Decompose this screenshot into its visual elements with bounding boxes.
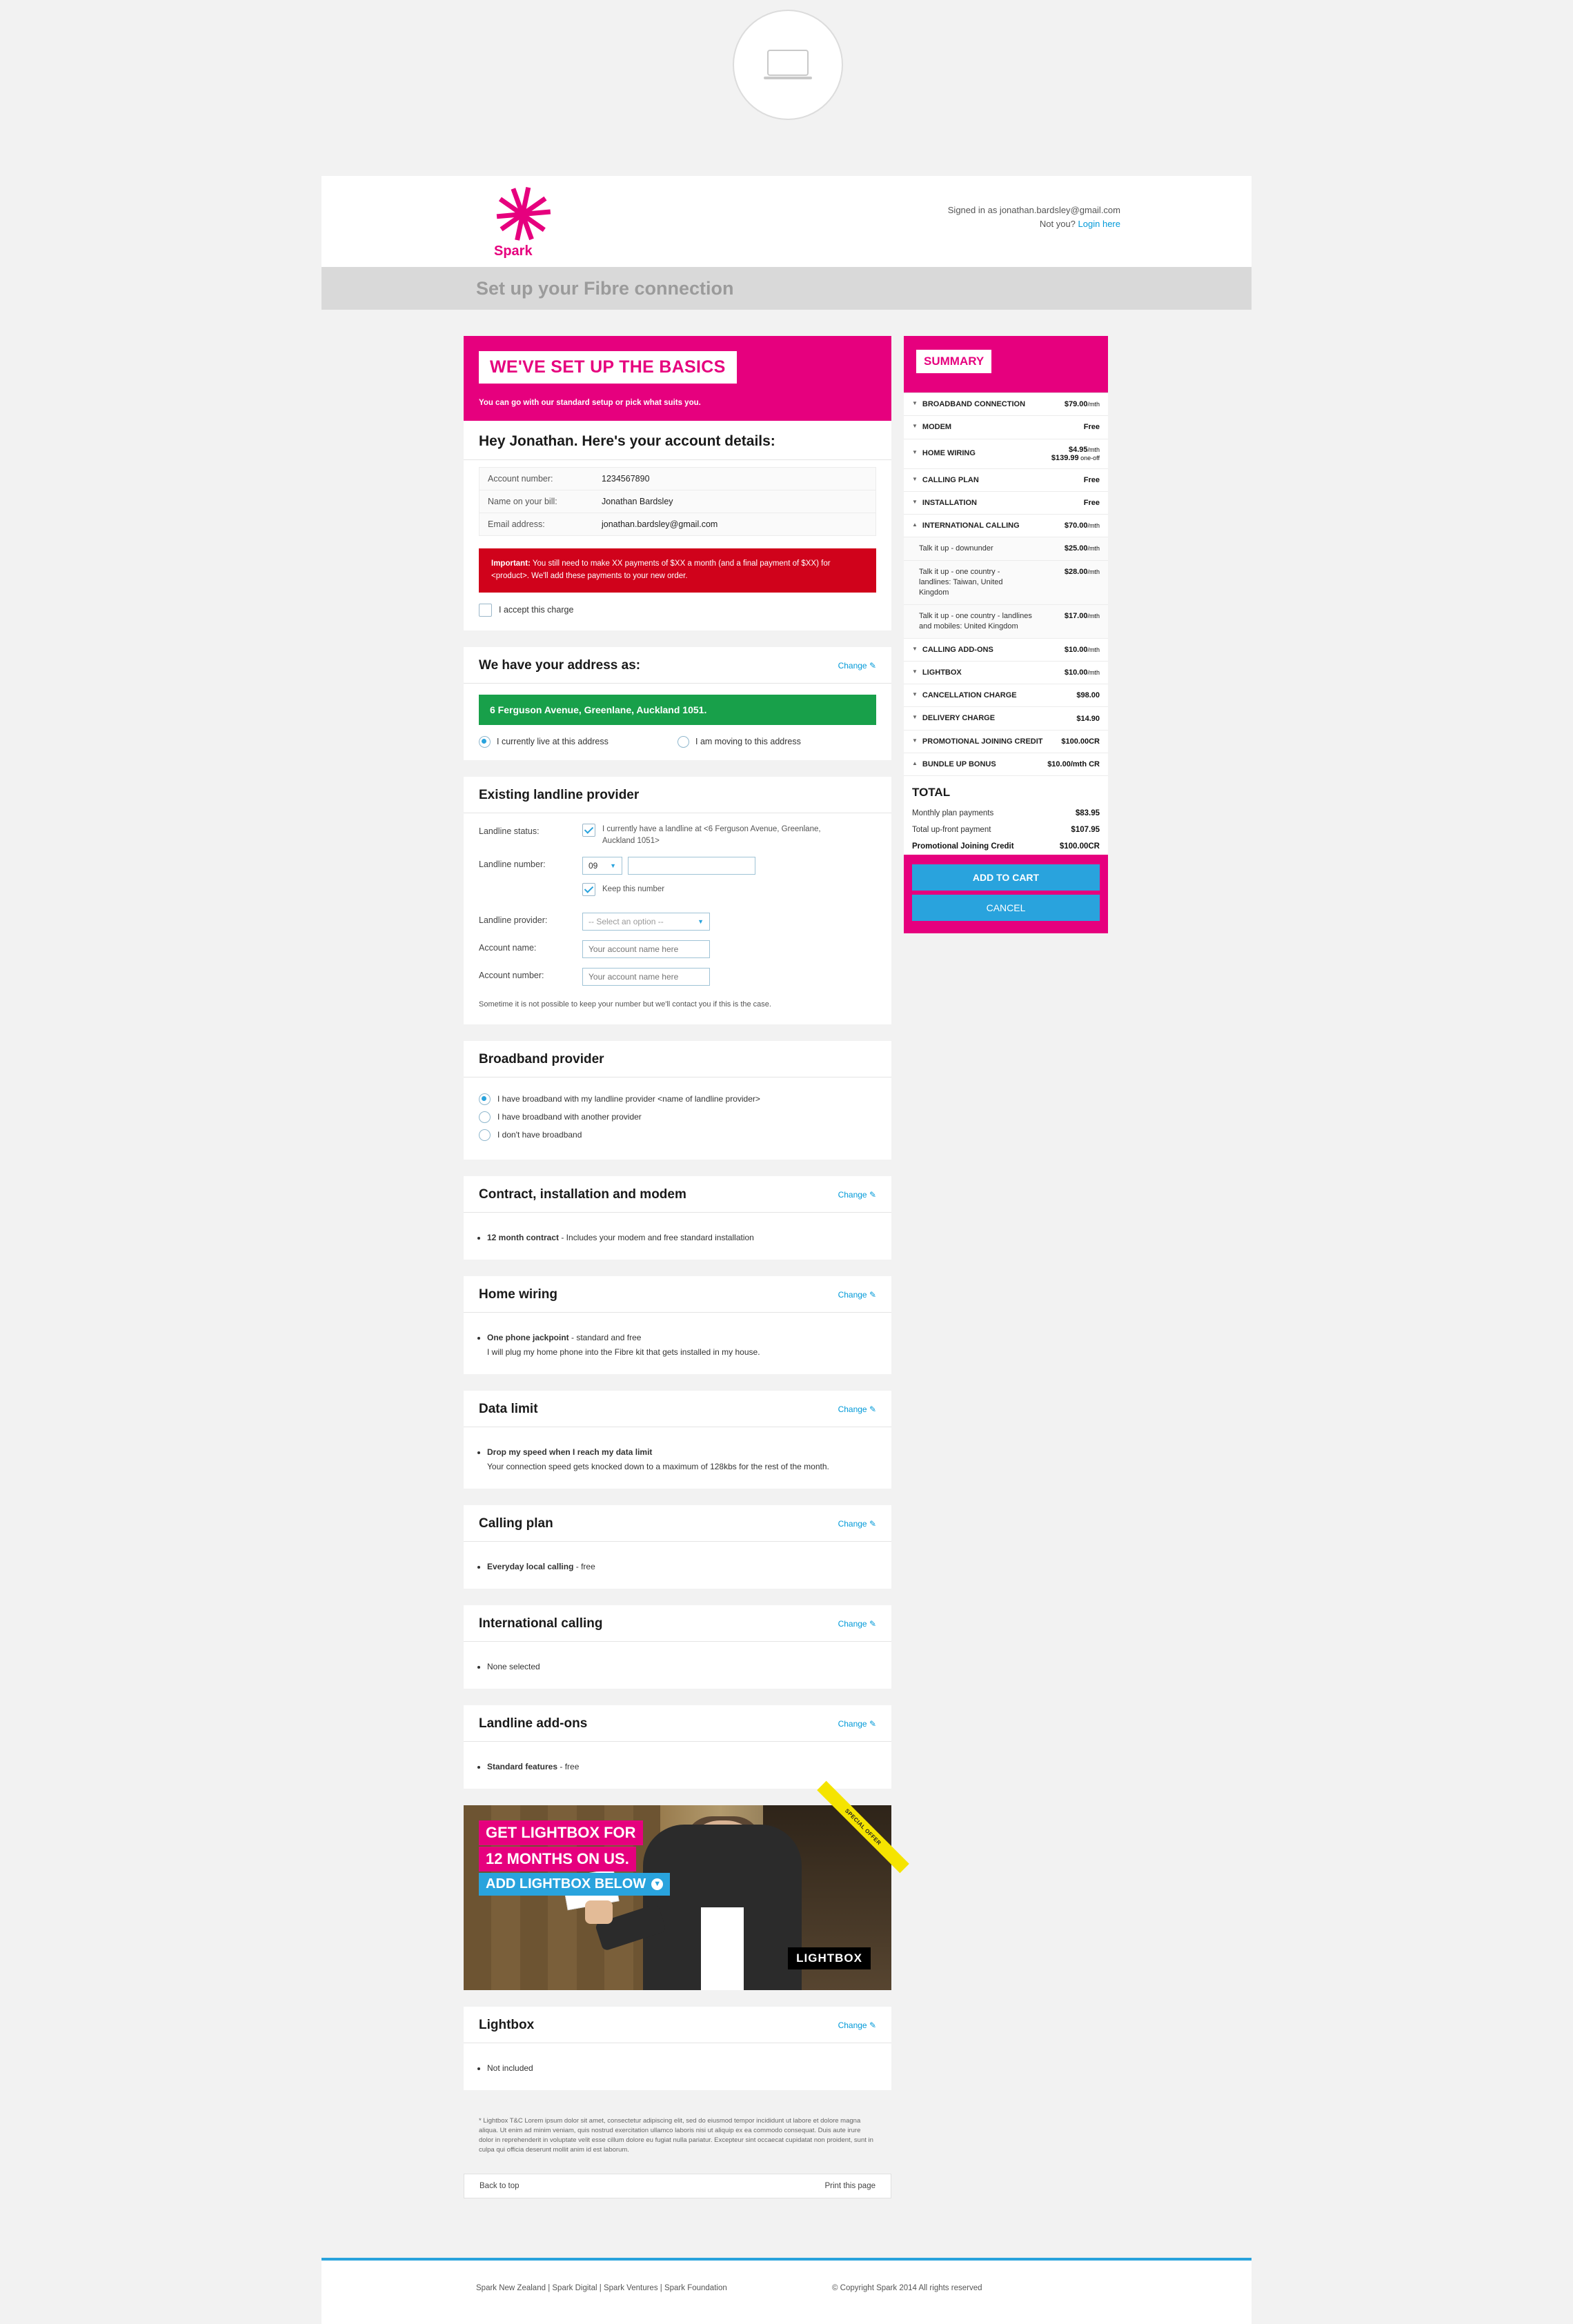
subrow-amount: $28.00 bbox=[1064, 568, 1088, 577]
item-bold: One phone jackpoint bbox=[487, 1332, 569, 1342]
summary-actions bbox=[904, 855, 1108, 933]
broadband-option-0[interactable] bbox=[479, 1093, 876, 1105]
cancel-button[interactable]: CANCEL bbox=[912, 895, 1100, 921]
row-label: BROADBAND CONNECTION bbox=[922, 400, 1026, 408]
chevron-down-icon: ▼ bbox=[912, 714, 918, 721]
table-row bbox=[479, 468, 875, 490]
table-row bbox=[479, 513, 875, 535]
account-number-input[interactable] bbox=[582, 968, 710, 986]
chevron-up-icon: ▲ bbox=[912, 522, 918, 528]
address-change-label: Change bbox=[838, 660, 867, 671]
contract-change-link[interactable]: Change ✎ bbox=[838, 1189, 876, 1200]
total-amount: $83.95 bbox=[1075, 809, 1100, 818]
row-label: HOME WIRING bbox=[922, 449, 976, 458]
important-alert bbox=[479, 548, 876, 593]
subrow-label: Talk it up - downunder bbox=[919, 544, 993, 553]
subrow-per: /mth bbox=[1087, 545, 1100, 553]
radio-moving-icon[interactable] bbox=[677, 736, 689, 748]
total-label: Monthly plan payments bbox=[912, 809, 994, 818]
browser-viewport bbox=[321, 176, 1252, 2292]
address-header bbox=[464, 647, 891, 684]
total-upfront bbox=[904, 822, 1108, 838]
row-label: CANCELLATION CHARGE bbox=[922, 691, 1017, 700]
promo-person-shirt bbox=[701, 1907, 744, 1990]
landline-provider-label: Landline provider: bbox=[479, 915, 548, 926]
basics-heading: WE'VE SET UP THE BASICS bbox=[479, 351, 737, 384]
landline-addons-change-link[interactable]: Change ✎ bbox=[838, 1718, 876, 1729]
list-item bbox=[487, 1560, 876, 1573]
address-change-link[interactable]: Change ✎ bbox=[838, 660, 876, 671]
address-option-moving-label: I am moving to this address bbox=[695, 737, 801, 747]
chevron-down-icon: ▼ bbox=[912, 475, 918, 482]
account-heading: Hey Jonathan. Here's your account details: bbox=[464, 421, 891, 460]
row-amount: $4.95 bbox=[1068, 445, 1088, 454]
landline-addons-header bbox=[464, 1705, 891, 1742]
total-amount: $100.00CR bbox=[1059, 842, 1100, 851]
item-rest: - standard and free bbox=[568, 1332, 642, 1342]
basics-card bbox=[464, 336, 891, 630]
back-to-top-link[interactable]: Back to top bbox=[479, 2181, 520, 2190]
item-rest: - Includes your modem and free standard installation bbox=[559, 1232, 754, 1242]
summary-column bbox=[904, 336, 1108, 933]
row-amount: $10.00/mth CR bbox=[1047, 760, 1100, 769]
summary-subrow-0 bbox=[904, 537, 1108, 561]
spark-star-icon bbox=[488, 186, 557, 244]
total-joining-credit bbox=[904, 838, 1108, 855]
subrow-amount: $25.00 bbox=[1064, 544, 1088, 553]
row-amount: $10.00 bbox=[1064, 668, 1088, 677]
address-option-moving[interactable] bbox=[677, 736, 876, 748]
landline-provider-select[interactable] bbox=[582, 913, 710, 931]
address-value: 6 Ferguson Avenue, Greenlane, Auckland 1051. bbox=[479, 695, 876, 725]
device-frame-icon bbox=[733, 10, 843, 120]
chevron-down-icon: ▼ bbox=[912, 400, 918, 406]
row-label: DELIVERY CHARGE bbox=[922, 714, 996, 723]
landline-status-label: Landline status: bbox=[479, 826, 540, 836]
brand-name: Spark bbox=[494, 244, 533, 259]
email-value: jonathan.bardsley@gmail.com bbox=[602, 519, 718, 529]
data-limit-header bbox=[464, 1391, 891, 1427]
international-calling-change-link[interactable]: Change ✎ bbox=[838, 1618, 876, 1629]
page-title: Set up your Fibre connection bbox=[476, 277, 734, 299]
alert-text: You still need to make XX payments of $XX a month (and a final payment of $XX) for <product>. We'll add these payments to your new order. bbox=[491, 559, 831, 580]
spark-logo[interactable] bbox=[476, 186, 573, 261]
contract-card bbox=[464, 1176, 891, 1260]
not-you-label: Not you? bbox=[1039, 218, 1076, 229]
landline-addons-card bbox=[464, 1705, 891, 1789]
broadband-option-1-label: I have broadband with another provider bbox=[497, 1112, 642, 1122]
summary-row-lightbox[interactable] bbox=[904, 662, 1108, 684]
subrow-per: /mth bbox=[1087, 612, 1100, 619]
row-amount: Free bbox=[1083, 423, 1100, 432]
landline-status-row bbox=[464, 819, 891, 853]
add-to-cart-button[interactable]: ADD TO CART bbox=[912, 864, 1100, 891]
row-label: LIGHTBOX bbox=[922, 668, 962, 677]
lightbox-header bbox=[464, 2007, 891, 2043]
contract-heading: Contract, installation and modem bbox=[479, 1186, 686, 1202]
list-item bbox=[487, 1231, 876, 1244]
list-item bbox=[487, 1760, 876, 1773]
row-label: BUNDLE UP BONUS bbox=[922, 760, 996, 769]
contract-items bbox=[464, 1221, 891, 1260]
data-limit-items bbox=[464, 1436, 891, 1489]
signin-info bbox=[948, 203, 1120, 230]
list-item bbox=[487, 1331, 876, 1358]
landline-provider-value: -- Select an option -- bbox=[588, 917, 664, 927]
home-wiring-heading: Home wiring bbox=[479, 1287, 558, 1302]
landline-card bbox=[464, 777, 891, 1024]
landline-status-checkbox[interactable] bbox=[582, 824, 595, 837]
data-limit-change-link[interactable]: Change ✎ bbox=[838, 1404, 876, 1414]
landline-number-row bbox=[464, 852, 891, 901]
summary-subrow-1 bbox=[904, 561, 1108, 605]
address-options bbox=[464, 725, 891, 760]
subrow-label: Talk it up - one country - landlines: Taiwan, United Kingdom bbox=[919, 568, 1003, 597]
laptop-icon bbox=[762, 48, 813, 82]
alert-bold: Important: bbox=[491, 559, 531, 568]
change-label: Change bbox=[838, 1189, 867, 1200]
item-rest: - free bbox=[573, 1561, 595, 1571]
page-title-band bbox=[321, 267, 1252, 310]
chevron-down-icon: ▼ bbox=[912, 668, 918, 675]
row-amount: $98.00 bbox=[1076, 691, 1100, 700]
chevron-down-icon: ▼ bbox=[698, 918, 704, 926]
home-wiring-card bbox=[464, 1276, 891, 1374]
summary-header bbox=[904, 336, 1108, 393]
promo-line-1: GET LIGHTBOX FOR bbox=[479, 1820, 643, 1845]
change-label: Change bbox=[838, 1518, 867, 1529]
lightbox-change-link[interactable]: Change ✎ bbox=[838, 2020, 876, 2030]
international-calling-items bbox=[464, 1650, 891, 1689]
account-number-label: Account number: bbox=[479, 971, 544, 981]
account-name-label: Account name: bbox=[479, 943, 537, 953]
signed-in-as: Signed in as jonathan.bardsley@gmail.com bbox=[947, 205, 1120, 215]
row-amount: $10.00 bbox=[1064, 645, 1088, 654]
lightbox-card bbox=[464, 2007, 891, 2090]
email-label: Email address: bbox=[488, 519, 545, 529]
row-label: MODEM bbox=[922, 423, 952, 432]
radio-icon[interactable] bbox=[479, 1129, 491, 1141]
footer-copyright: © Copyright Spark 2014 All rights reserved bbox=[832, 2284, 982, 2292]
landline-provider-row bbox=[464, 908, 891, 935]
row-label: CALLING ADD-ONS bbox=[922, 645, 993, 654]
summary-row-delivery-charge[interactable] bbox=[904, 707, 1108, 730]
lightbox-promo-banner[interactable] bbox=[464, 1805, 891, 1990]
row-amount: $14.90 bbox=[1076, 714, 1100, 723]
calling-plan-card bbox=[464, 1505, 891, 1589]
landline-prefix-value: 09 bbox=[588, 861, 598, 871]
row-amount: $70.00 bbox=[1064, 522, 1088, 530]
print-page-link[interactable]: Print this page bbox=[824, 2181, 875, 2190]
footer-links[interactable]: Spark New Zealand | Spark Digital | Spark Ventures | Spark Foundation bbox=[476, 2284, 727, 2292]
lightbox-items bbox=[464, 2052, 891, 2090]
summary-row-bundle-up-bonus[interactable] bbox=[904, 753, 1108, 776]
chevron-down-icon: ▼ bbox=[912, 691, 918, 698]
site-header bbox=[321, 176, 1252, 267]
row-amount: $79.00 bbox=[1064, 400, 1088, 409]
summary-panel bbox=[904, 336, 1108, 933]
total-monthly bbox=[904, 805, 1108, 822]
address-card bbox=[464, 647, 891, 760]
item-rest: None selected bbox=[487, 1661, 540, 1671]
row-label: INTERNATIONAL CALLING bbox=[922, 522, 1020, 530]
item-bold: Everyday local calling bbox=[487, 1561, 574, 1571]
summary-subrow-2 bbox=[904, 605, 1108, 639]
summary-rows bbox=[904, 393, 1108, 776]
summary-row-calling-addons[interactable] bbox=[904, 639, 1108, 662]
broadband-option-0-label: I have broadband with my landline provider <name of landline provider> bbox=[497, 1094, 760, 1104]
summary-title: SUMMARY bbox=[916, 350, 991, 373]
calling-plan-change-link[interactable]: Change ✎ bbox=[838, 1518, 876, 1529]
promo-person-hand bbox=[585, 1900, 613, 1924]
chevron-down-icon: ▼ bbox=[912, 737, 918, 744]
home-wiring-change-link[interactable]: Change ✎ bbox=[838, 1289, 876, 1300]
summary-row-promotional-joining-credit[interactable] bbox=[904, 731, 1108, 753]
list-item bbox=[487, 2062, 876, 2074]
radio-icon[interactable] bbox=[479, 1093, 491, 1105]
total-amount: $107.95 bbox=[1071, 826, 1100, 835]
landline-status-text: I currently have a landline at <6 Ferguson Avenue, Greenlane, Auckland 1051> bbox=[602, 824, 821, 845]
add-lightbox-label: ADD LIGHTBOX BELOW bbox=[486, 1876, 646, 1891]
row-label: CALLING PLAN bbox=[922, 475, 979, 484]
landline-header bbox=[464, 777, 891, 813]
home-wiring-items bbox=[464, 1321, 891, 1374]
lightbox-badge: LIGHTBOX bbox=[788, 1947, 871, 1969]
broadband-header bbox=[464, 1041, 891, 1077]
international-calling-heading: International calling bbox=[479, 1616, 603, 1631]
item-rest: Not included bbox=[487, 2063, 533, 2073]
address-heading: We have your address as: bbox=[479, 657, 641, 673]
list-item bbox=[487, 1660, 876, 1673]
row-per: /mth bbox=[1087, 522, 1100, 530]
special-offer-ribbon: SPECIAL OFFER bbox=[817, 1780, 909, 1873]
broadband-options bbox=[464, 1077, 891, 1160]
data-limit-heading: Data limit bbox=[479, 1401, 538, 1416]
table-row bbox=[479, 490, 875, 513]
change-label: Change bbox=[838, 1718, 867, 1729]
calling-plan-header bbox=[464, 1505, 891, 1542]
radio-icon[interactable] bbox=[479, 1111, 491, 1123]
main-column bbox=[464, 336, 891, 2198]
summary-row-broadband[interactable] bbox=[904, 393, 1108, 416]
row-per: /mth bbox=[1087, 668, 1100, 676]
row-per: /mth bbox=[1087, 446, 1100, 453]
summary-row-modem[interactable] bbox=[904, 416, 1108, 439]
lightbox-heading: Lightbox bbox=[479, 2017, 535, 2032]
broadband-option-1[interactable] bbox=[479, 1111, 876, 1123]
international-calling-card bbox=[464, 1605, 891, 1689]
keep-number-checkbox[interactable] bbox=[582, 883, 595, 896]
row-label: INSTALLATION bbox=[922, 498, 977, 507]
chevron-down-icon: ▼ bbox=[912, 645, 918, 652]
total-label: Promotional Joining Credit bbox=[912, 842, 1014, 851]
total-label: Total up-front payment bbox=[912, 826, 991, 835]
login-link[interactable]: Login here bbox=[1078, 218, 1120, 229]
subrow-amount: $17.00 bbox=[1064, 611, 1088, 620]
accept-charge-row[interactable] bbox=[464, 593, 891, 630]
landline-number-input[interactable] bbox=[628, 857, 755, 875]
address-option-live-label: I currently live at this address bbox=[497, 737, 609, 747]
landline-addons-heading: Landline add-ons bbox=[479, 1716, 588, 1731]
item-bold: Standard features bbox=[487, 1761, 558, 1771]
row-amount: Free bbox=[1083, 475, 1100, 484]
chevron-down-icon: ▼ bbox=[912, 498, 918, 505]
basics-subtitle: You can go with our standard setup or pick what suits you. bbox=[479, 399, 701, 407]
bill-name-label: Name on your bill: bbox=[488, 497, 557, 506]
site-footer bbox=[321, 2258, 1252, 2324]
row-per: /mth bbox=[1087, 401, 1100, 408]
chevron-down-icon: ▼ bbox=[912, 423, 918, 430]
accept-charge-checkbox[interactable] bbox=[479, 604, 492, 617]
account-name-row bbox=[464, 935, 891, 963]
footnote: * Lightbox T&C Lorem ipsum dolor sit amet, consectetur adipiscing elit, sed do eiusmod tempor incididunt ut labore et dolore magna aliqua. Ut enim ad minim veniam, quis nostrud exercitation ullamco laboris nisi ut aliquip ex ea commodo consequat. Duis aute irure dolor in reprehenderit in voluptate velit esse cillum dolore eu fugiat nulla pariatur. Excepteur sint occaecat cupidatat non proident, sunt in culpa qui officia deserunt mollit anim id est laborum. bbox=[479, 2116, 873, 2154]
promo-line-2: 12 MONTHS ON US. bbox=[479, 1847, 636, 1871]
summary-row-international-calling[interactable] bbox=[904, 515, 1108, 537]
international-calling-header bbox=[464, 1605, 891, 1642]
account-number-row bbox=[464, 963, 891, 991]
summary-row-cancellation-charge[interactable] bbox=[904, 684, 1108, 707]
landline-heading: Existing landline provider bbox=[479, 787, 640, 802]
broadband-card bbox=[464, 1041, 891, 1160]
row-per-2: one-off bbox=[1078, 454, 1100, 461]
account-name-input[interactable] bbox=[582, 940, 710, 958]
radio-live-icon[interactable] bbox=[479, 736, 491, 748]
change-label: Change bbox=[838, 1289, 867, 1300]
bill-name-value: Jonathan Bardsley bbox=[602, 497, 673, 506]
home-wiring-header bbox=[464, 1276, 891, 1313]
chevron-down-icon: ▼ bbox=[912, 449, 918, 456]
subrow-label: Talk it up - one country - landlines and mobiles: United Kingdom bbox=[919, 611, 1032, 630]
broadband-option-2-label: I don't have broadband bbox=[497, 1130, 582, 1140]
basics-banner bbox=[464, 336, 891, 421]
calling-plan-heading: Calling plan bbox=[479, 1516, 553, 1531]
change-label: Change bbox=[838, 2020, 867, 2030]
row-amount-2: $139.99 bbox=[1051, 453, 1079, 462]
backtotop-bar bbox=[464, 2174, 891, 2198]
calling-plan-items bbox=[464, 1550, 891, 1589]
add-lightbox-button[interactable] bbox=[479, 1873, 670, 1896]
item-extra: Your connection speed gets knocked down to a maximum of 128kbs for the rest of the month. bbox=[487, 1461, 829, 1471]
keep-number-label: Keep this number bbox=[602, 885, 665, 893]
address-option-live[interactable] bbox=[479, 736, 677, 748]
chevron-up-icon: ▲ bbox=[912, 760, 918, 767]
summary-row-calling-plan[interactable] bbox=[904, 469, 1108, 492]
landline-number-label: Landline number: bbox=[479, 860, 546, 870]
account-number-value: 1234567890 bbox=[602, 474, 650, 484]
item-rest: - free bbox=[557, 1761, 580, 1771]
data-limit-card bbox=[464, 1391, 891, 1489]
account-details bbox=[464, 460, 891, 548]
landline-note: Sometime it is not possible to keep your number but we'll contact you if this is the case. bbox=[479, 1000, 771, 1009]
broadband-option-2[interactable] bbox=[479, 1129, 876, 1141]
change-label: Change bbox=[838, 1404, 867, 1414]
chevron-down-icon: ▼ bbox=[610, 862, 616, 870]
row-per: /mth bbox=[1087, 646, 1100, 653]
summary-row-installation[interactable] bbox=[904, 492, 1108, 515]
accept-charge-label: I accept this charge bbox=[499, 605, 574, 615]
landline-prefix-select[interactable] bbox=[582, 857, 622, 875]
broadband-heading: Broadband provider bbox=[479, 1051, 604, 1066]
account-number-label: Account number: bbox=[488, 474, 553, 484]
list-item bbox=[487, 1446, 876, 1473]
change-label: Change bbox=[838, 1618, 867, 1629]
total-heading: TOTAL bbox=[912, 786, 951, 800]
arrow-down-icon: ▼ bbox=[651, 1878, 663, 1890]
contract-header bbox=[464, 1176, 891, 1213]
row-amount: $100.00CR bbox=[1061, 737, 1100, 746]
subrow-per: /mth bbox=[1087, 568, 1100, 576]
row-amount: Free bbox=[1083, 499, 1100, 508]
item-bold: Drop my speed when I reach my data limit bbox=[487, 1447, 653, 1457]
summary-row-home-wiring[interactable] bbox=[904, 439, 1108, 469]
row-label: PROMOTIONAL JOINING CREDIT bbox=[922, 737, 1043, 746]
page-content bbox=[321, 310, 1252, 2324]
item-extra: I will plug my home phone into the Fibre kit that gets installed in my house. bbox=[487, 1347, 760, 1357]
item-bold: 12 month contract bbox=[487, 1232, 560, 1242]
